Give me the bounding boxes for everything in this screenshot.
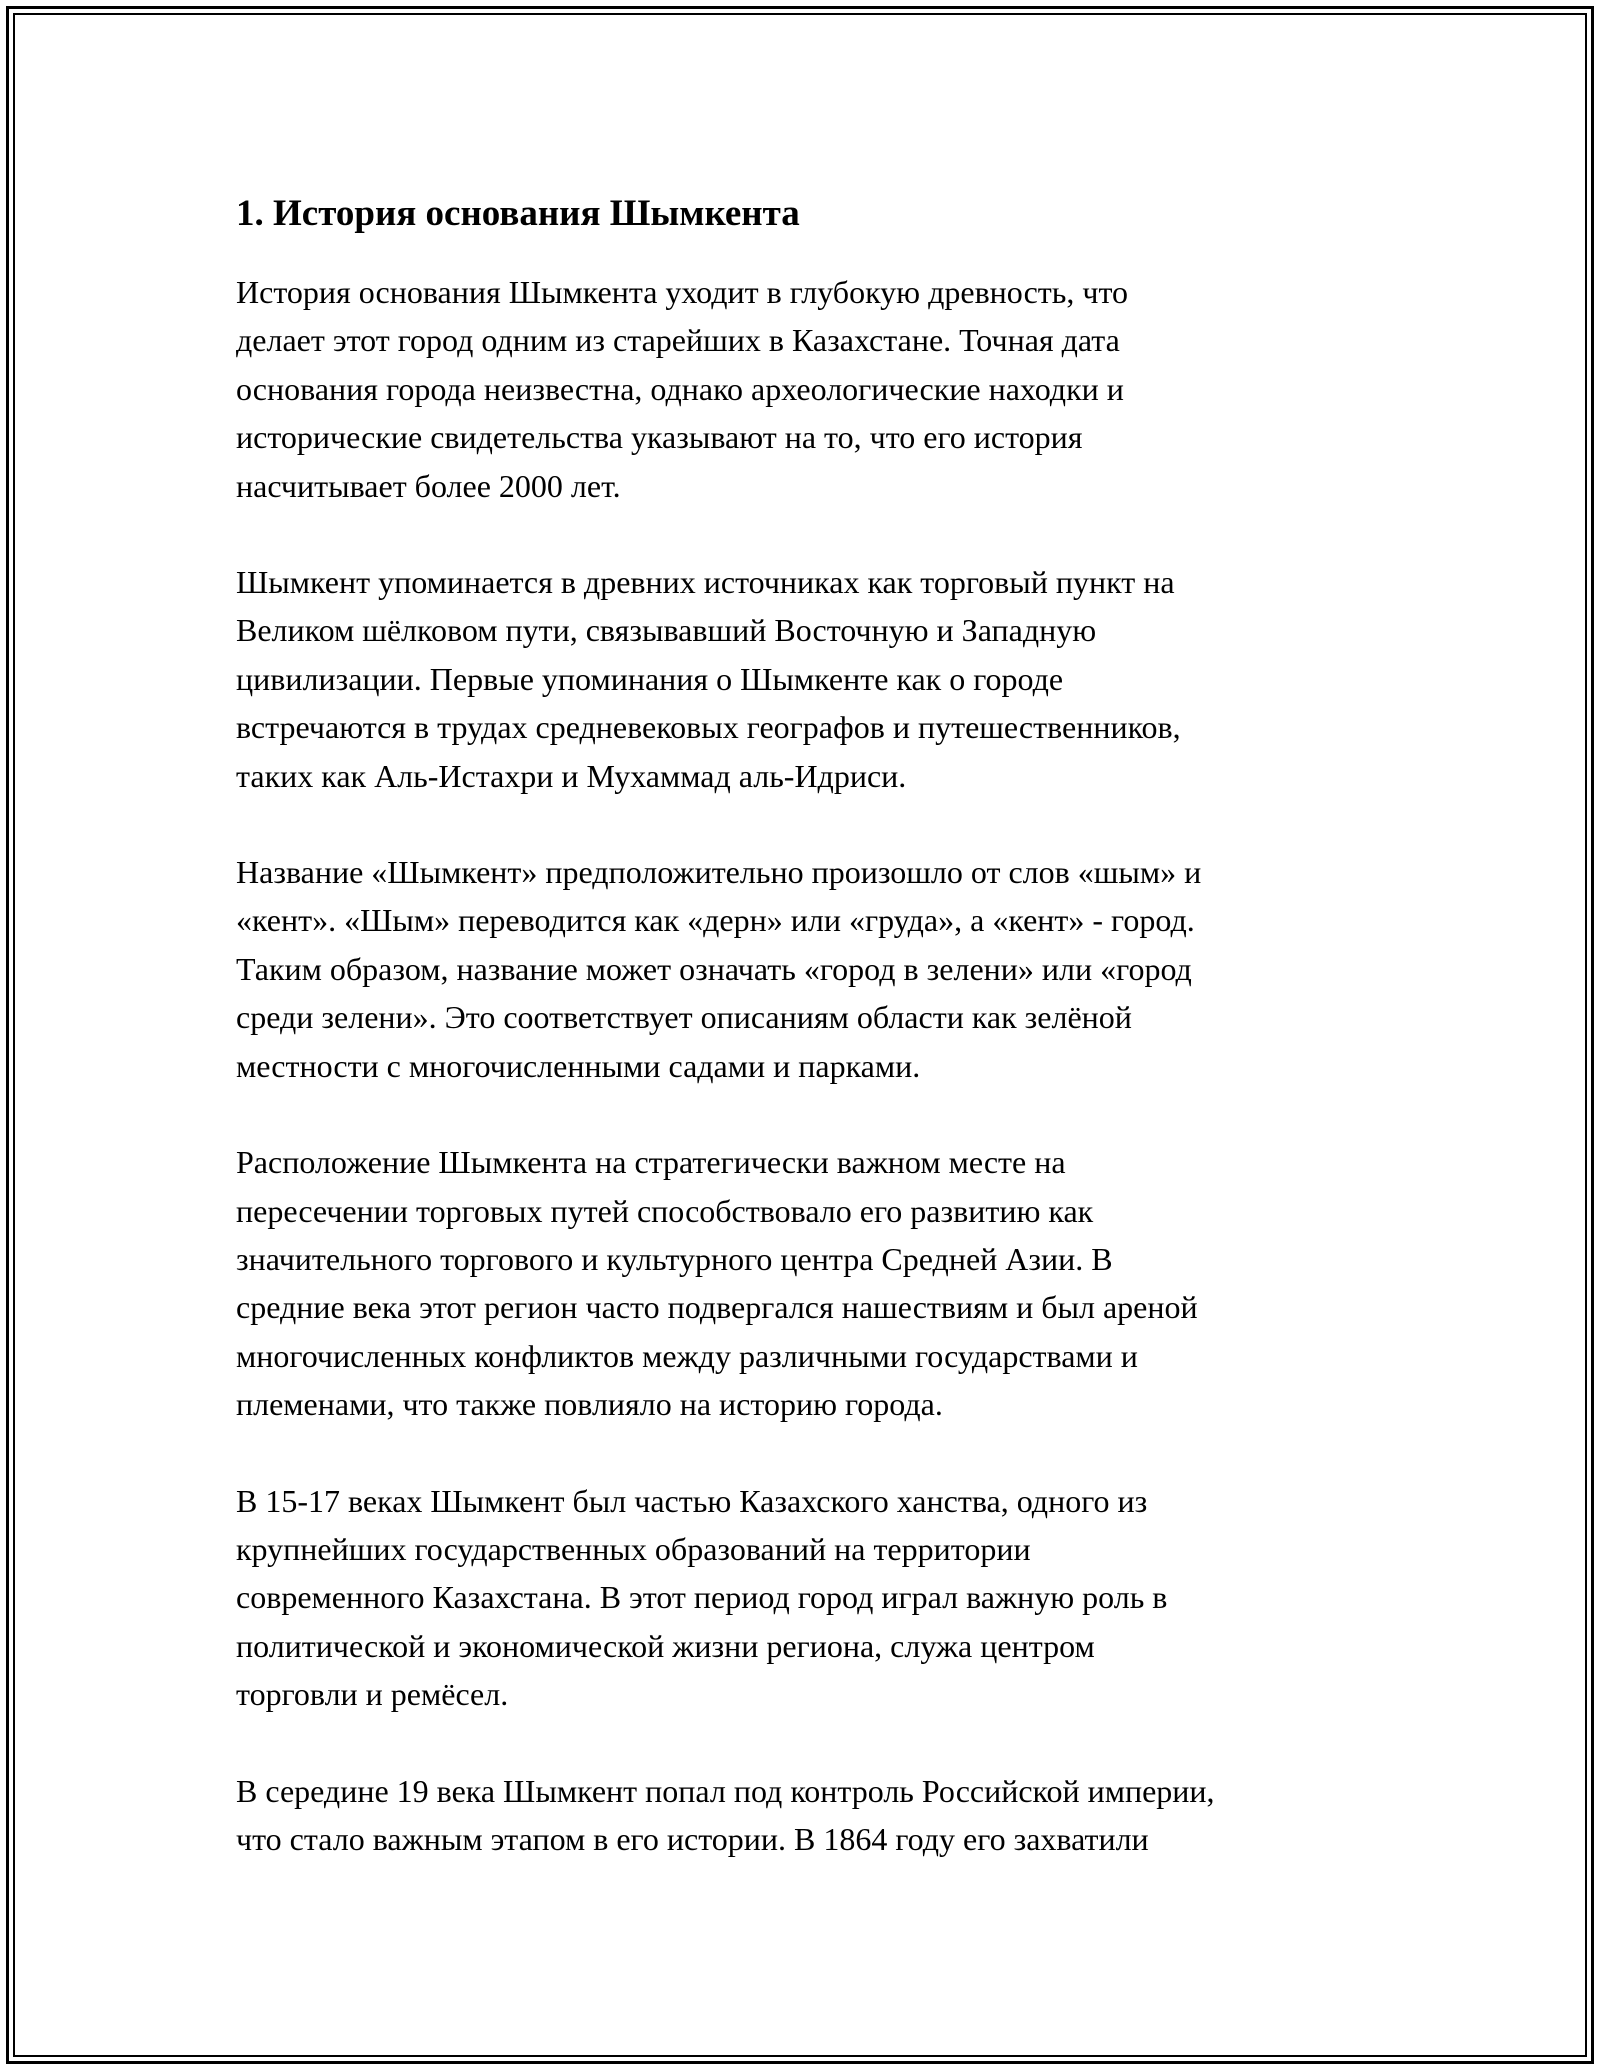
text-line: пересечении торговых путей способствовало его развитию как bbox=[236, 1192, 1094, 1229]
text-line: племенами, что также повлияло на историю города. bbox=[236, 1386, 943, 1423]
text-line: таких как Аль-Истахри и Мухаммад аль-Идриси. bbox=[236, 757, 907, 794]
text-line: крупнейших государственных образований на территории bbox=[236, 1530, 1031, 1567]
text-line: цивилизации. Первые упоминания о Шымкенте как о городе bbox=[236, 660, 1064, 697]
text-line: политической и экономической жизни региона, служа центром bbox=[236, 1627, 1095, 1664]
text-line: современного Казахстана. В этот период город играл важную роль в bbox=[236, 1579, 1168, 1616]
text-line: средние века этот регион часто подвергался нашествиям и был ареной bbox=[236, 1289, 1198, 1326]
paragraph-5 bbox=[236, 1477, 1386, 1719]
text-line: Шымкент упоминается в древних источниках как торговый пункт на bbox=[236, 564, 1175, 601]
text-line: Великом шёлковом пути, связывавший Восточную и Западную bbox=[236, 612, 1097, 649]
text-line: среди зелени». Это соответствует описаниям области как зелёной bbox=[236, 999, 1132, 1036]
text-line: значительного торгового и культурного центра Средней Азии. В bbox=[236, 1240, 1113, 1277]
text-line: что стало важным этапом в его истории. В 1864 году его захватили bbox=[236, 1820, 1149, 1857]
paragraph-3 bbox=[236, 848, 1386, 1090]
text-line: встречаются в трудах средневековых географов и путешественников, bbox=[236, 709, 1181, 746]
text-line: торговли и ремёсел. bbox=[236, 1676, 509, 1713]
paragraph-4 bbox=[236, 1138, 1386, 1428]
text-line: насчитывает более 2000 лет. bbox=[236, 467, 621, 504]
text-line: исторические свидетельства указывают на то, что его история bbox=[236, 419, 1083, 456]
text-line: делает этот город одним из старейших в Казахстане. Точная дата bbox=[236, 322, 1120, 359]
text-line: Таким образом, название может означать «город в зелени» или «город bbox=[236, 950, 1192, 987]
text-line: Расположение Шымкента на стратегически важном месте на bbox=[236, 1144, 1066, 1181]
paragraph-1 bbox=[236, 268, 1386, 510]
text-line: основания города неизвестна, однако археологические находки и bbox=[236, 370, 1124, 407]
text-line: Название «Шымкент» предположительно произошло от слов «шым» и bbox=[236, 854, 1202, 891]
text-line: В 15-17 веках Шымкент был частью Казахского ханства, одного из bbox=[236, 1482, 1148, 1519]
text-line: «кент». «Шым» переводится как «дерн» или «груда», а «кент» - город. bbox=[236, 902, 1195, 939]
paragraph-6 bbox=[236, 1767, 1386, 1864]
document-page bbox=[236, 188, 1386, 1911]
section-heading: 1. История основания Шымкента bbox=[236, 193, 800, 234]
text-line: В середине 19 века Шымкент попал под контроль Российской империи, bbox=[236, 1772, 1215, 1809]
text-line: многочисленных конфликтов между различными государствами и bbox=[236, 1337, 1138, 1374]
paragraph-2 bbox=[236, 558, 1386, 800]
text-line: История основания Шымкента уходит в глубокую древность, что bbox=[236, 274, 1129, 310]
text-line: местности с многочисленными садами и парками. bbox=[236, 1047, 921, 1084]
